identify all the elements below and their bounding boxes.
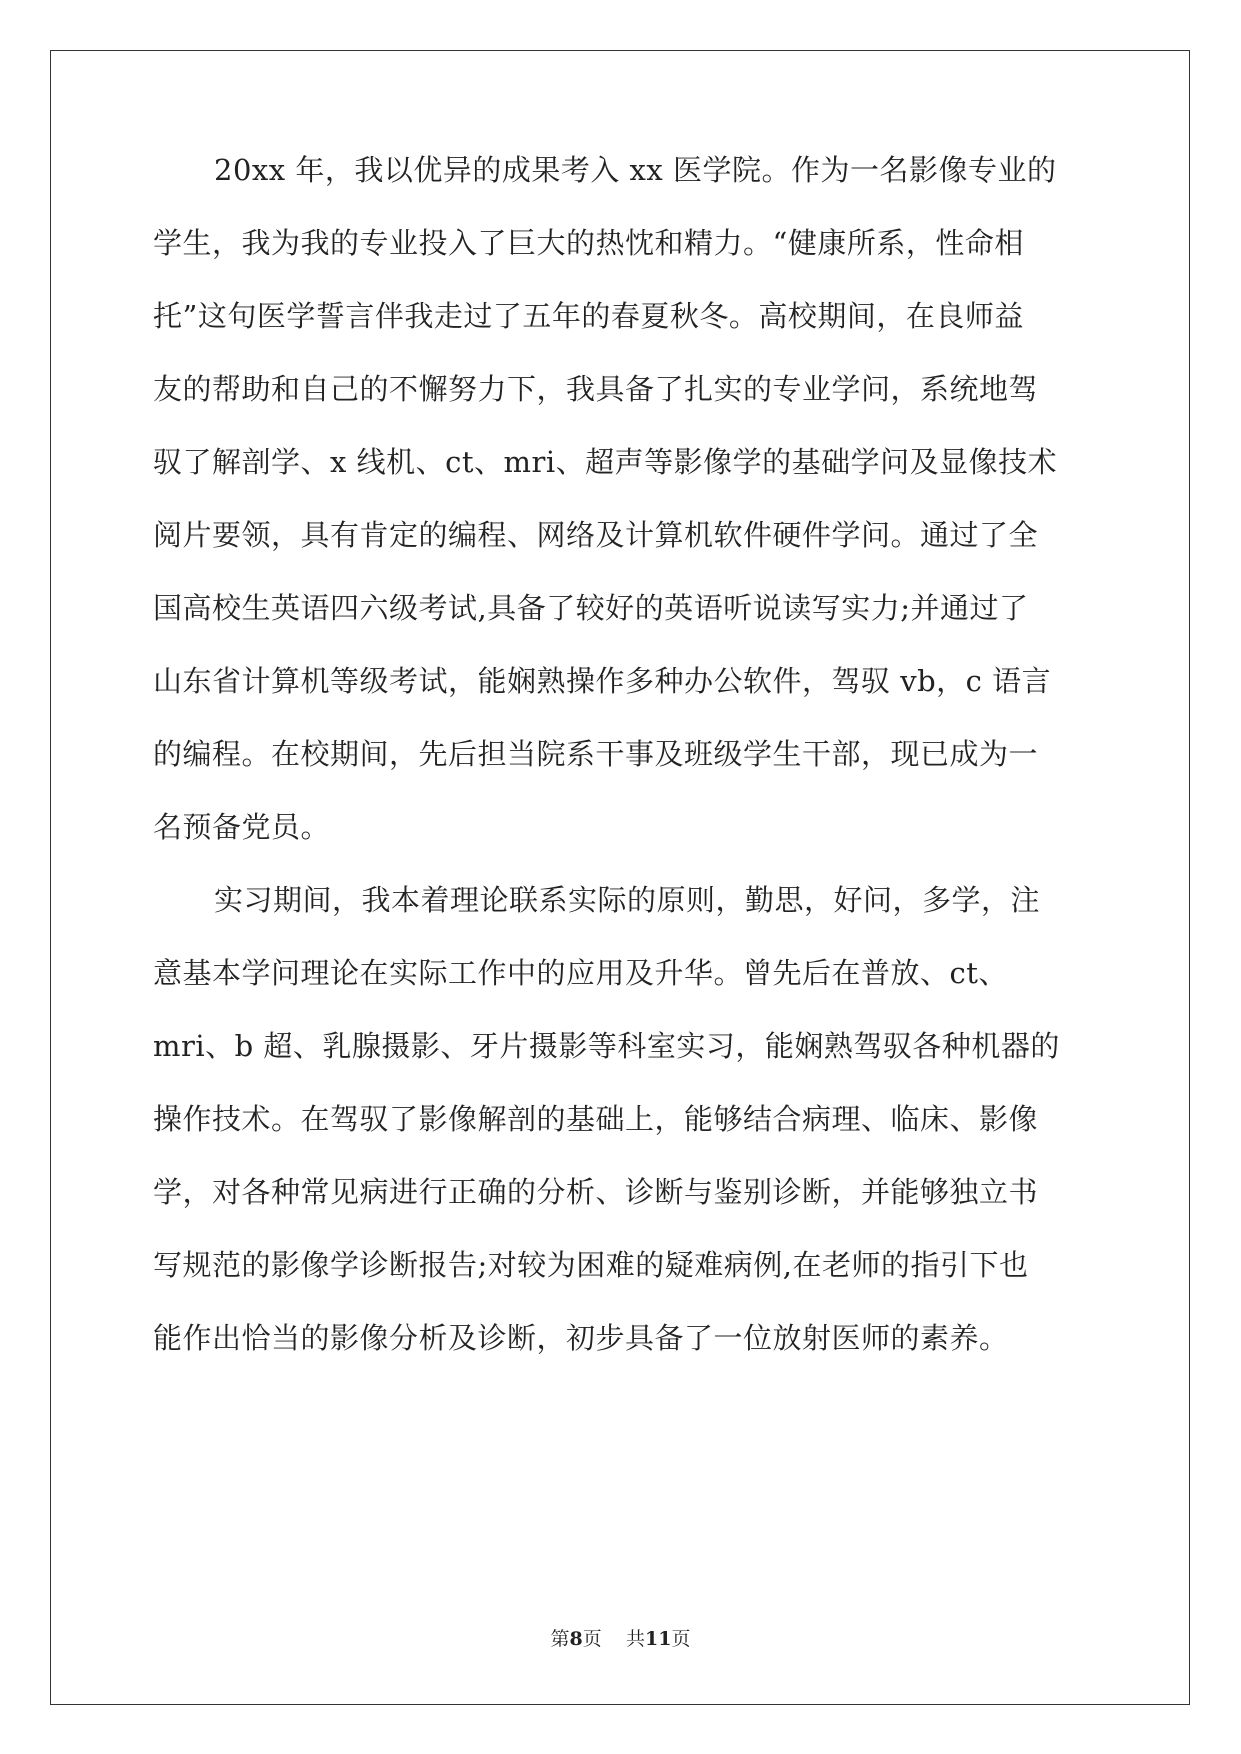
page-prefix: 第 bbox=[550, 1628, 570, 1650]
text-line: 山东省计算机等级考试，能娴熟操作多种办公软件，驾驭 vb，c 语言 bbox=[153, 664, 1052, 698]
text-line: 托”这句医学誓言伴我走过了五年的春夏秋冬。高校期间，在良师益 bbox=[153, 299, 1024, 333]
text-line: 实习期间，我本着理论联系实际的原则，勤思，好问，多学，注 bbox=[214, 883, 1041, 917]
text-line: 国高校生英语四六级考试,具备了较好的英语听说读写实力;并通过了 bbox=[153, 591, 1029, 625]
text-line: mri、b 超、乳腺摄影、牙片摄影等科室实习，能娴熟驾驭各种机器的 bbox=[153, 1029, 1060, 1063]
total-pages: 11 bbox=[644, 1628, 672, 1650]
total-suffix: 页 bbox=[671, 1628, 691, 1650]
text-line: 友的帮助和自己的不懈努力下，我具备了扎实的专业学问，系统地驾 bbox=[153, 372, 1039, 406]
text-line: 驭了解剖学、x 线机、ct、mri、超声等影像学的基础学问及显像技术 bbox=[153, 445, 1058, 479]
text-line: 阅片要领，具有肯定的编程、网络及计算机软件硬件学问。通过了全 bbox=[153, 518, 1039, 552]
total-prefix: 共 bbox=[625, 1628, 645, 1650]
page-number: 8 bbox=[569, 1628, 583, 1650]
text-line: 学生，我为我的专业投入了巨大的热忱和精力。“健康所系，性命相 bbox=[153, 226, 1024, 260]
text-line: 20xx 年，我以优异的成果考入 xx 医学院。作为一名影像专业的 bbox=[214, 153, 1057, 187]
page-footer bbox=[0, 1625, 1241, 1653]
text-line: 学，对各种常见病进行正确的分析、诊断与鉴别诊断，并能够独立书 bbox=[153, 1175, 1039, 1209]
text-line: 意基本学问理论在实际工作中的应用及升华。曾先后在普放、ct、 bbox=[153, 956, 1008, 990]
text-line: 写规范的影像学诊断报告;对较为困难的疑难病例,在老师的指引下也 bbox=[153, 1248, 1029, 1282]
page-suffix: 页 bbox=[582, 1628, 602, 1650]
text-line: 操作技术。在驾驭了影像解剖的基础上，能够结合病理、临床、影像 bbox=[153, 1102, 1039, 1136]
text-line: 能作出恰当的影像分析及诊断，初步具备了一位放射医师的素养。 bbox=[153, 1321, 1009, 1355]
text-line: 的编程。在校期间，先后担当院系干事及班级学生干部，现已成为一 bbox=[153, 737, 1039, 771]
text-line: 名预备党员。 bbox=[153, 810, 331, 844]
